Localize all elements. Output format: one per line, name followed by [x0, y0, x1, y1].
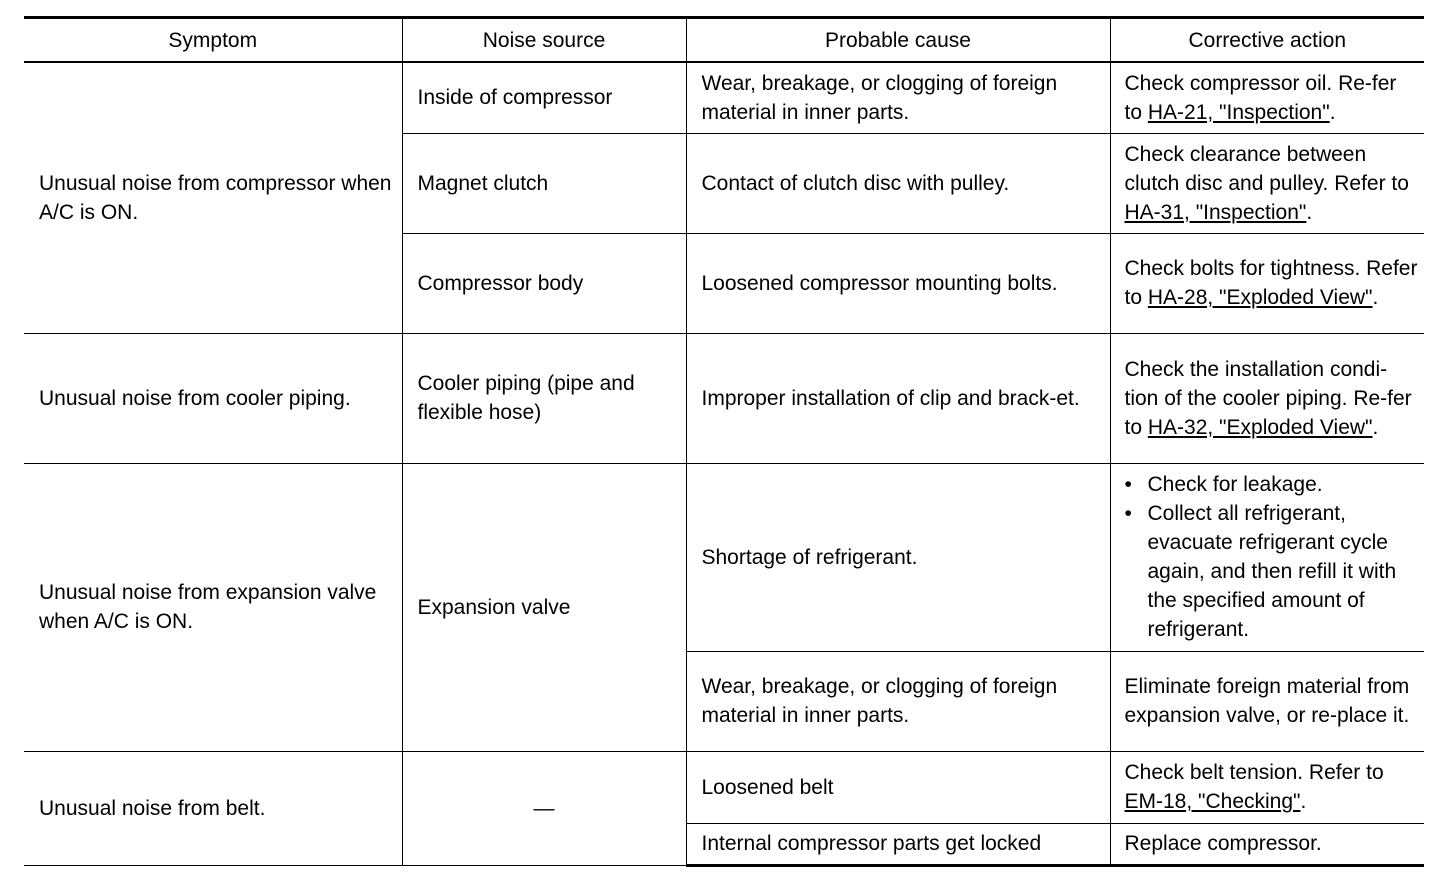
action-text-end: .: [1306, 200, 1313, 224]
corrective-action-cell: [1110, 62, 1424, 133]
troubleshooting-table-container: [24, 16, 1424, 867]
reference-link-ha-31[interactable]: HA-31, "Inspection": [1124, 200, 1307, 224]
probable-cause-cell: Shortage of refrigerant.: [686, 463, 1110, 651]
reference-link-ha-28[interactable]: HA-28, "Exploded View": [1147, 286, 1373, 309]
reference-link-em-18[interactable]: EM-18, "Checking": [1124, 790, 1301, 813]
action-text-end: .: [1372, 286, 1379, 309]
bullet-text: Check for leakage.: [1147, 473, 1323, 496]
probable-cause-cell: Improper installation of clip and brack-et.: [686, 333, 1110, 463]
action-text-end: .: [1329, 100, 1336, 124]
corrective-action-cell: Replace compressor.: [1110, 823, 1424, 865]
bullet-icon: •: [1124, 473, 1132, 496]
noise-source-cell: Compressor body: [402, 233, 686, 333]
corrective-action-cell: [1110, 133, 1424, 233]
action-text: Check compressor oil. Re-fer to: [1124, 71, 1397, 124]
reference-link-ha-32[interactable]: HA-32, "Exploded View": [1147, 415, 1373, 439]
corrective-action-cell: [1110, 463, 1424, 651]
noise-source-cell: Expansion valve: [402, 463, 686, 751]
symptom-cell: Unusual noise from cooler piping.: [24, 333, 402, 463]
noise-source-cell: Cooler piping (pipe and flexible hose): [402, 333, 686, 463]
table-row: [24, 751, 1424, 823]
corrective-action-cell: [1110, 233, 1424, 333]
noise-source-cell: Magnet clutch: [402, 133, 686, 233]
noise-diagnosis-table: [24, 16, 1424, 867]
list-item: [1125, 499, 1419, 644]
action-bullet-list: [1125, 470, 1419, 644]
probable-cause-cell: Wear, breakage, or clogging of foreign material in inner parts.: [686, 62, 1110, 133]
table-row: [24, 333, 1424, 463]
table-row: [24, 463, 1424, 651]
corrective-action-cell: [1110, 333, 1424, 463]
bullet-icon: •: [1124, 502, 1132, 525]
action-text: Check clearance between clutch disc and pulley. Refer to: [1124, 142, 1409, 195]
probable-cause-cell: Internal compressor parts get locked: [686, 823, 1110, 865]
corrective-action-cell: [1110, 751, 1424, 823]
header-noise-source: Noise source: [402, 18, 686, 63]
symptom-cell: Unusual noise from compressor when A/C is ON.: [24, 62, 402, 333]
probable-cause-cell: Loosened belt: [686, 751, 1110, 823]
noise-source-cell: —: [402, 751, 686, 865]
action-text: Check the installation condi-tion of the cooler piping. Re-fer to: [1124, 357, 1412, 439]
probable-cause-cell: Contact of clutch disc with pulley.: [686, 133, 1110, 233]
header-probable-cause: Probable cause: [686, 18, 1110, 63]
action-text-end: .: [1300, 790, 1307, 813]
header-row: [24, 18, 1424, 63]
action-text-end: .: [1372, 415, 1379, 439]
probable-cause-cell: Wear, breakage, or clogging of foreign material in inner parts.: [686, 651, 1110, 751]
header-symptom: Symptom: [24, 18, 402, 63]
symptom-cell: Unusual noise from belt.: [24, 751, 402, 865]
table-row: [24, 62, 1424, 133]
noise-source-cell: Inside of compressor: [402, 62, 686, 133]
corrective-action-cell: Eliminate foreign material from expansion valve, or re-place it.: [1110, 651, 1424, 751]
bullet-text: Collect all refrigerant, evacuate refrigerant cycle again, and then refill it with the specified amount of refrigerant.: [1147, 502, 1397, 641]
probable-cause-cell: Loosened compressor mounting bolts.: [686, 233, 1110, 333]
header-corrective-action: Corrective action: [1110, 18, 1424, 63]
list-item: [1125, 470, 1419, 499]
action-text: Check bolts for tightness. Refer to: [1124, 257, 1418, 309]
symptom-cell: Unusual noise from expansion valve when A/C is ON.: [24, 463, 402, 751]
action-text: Check belt tension. Refer to: [1124, 761, 1384, 784]
reference-link-ha-21[interactable]: HA-21, "Inspection": [1147, 100, 1330, 124]
